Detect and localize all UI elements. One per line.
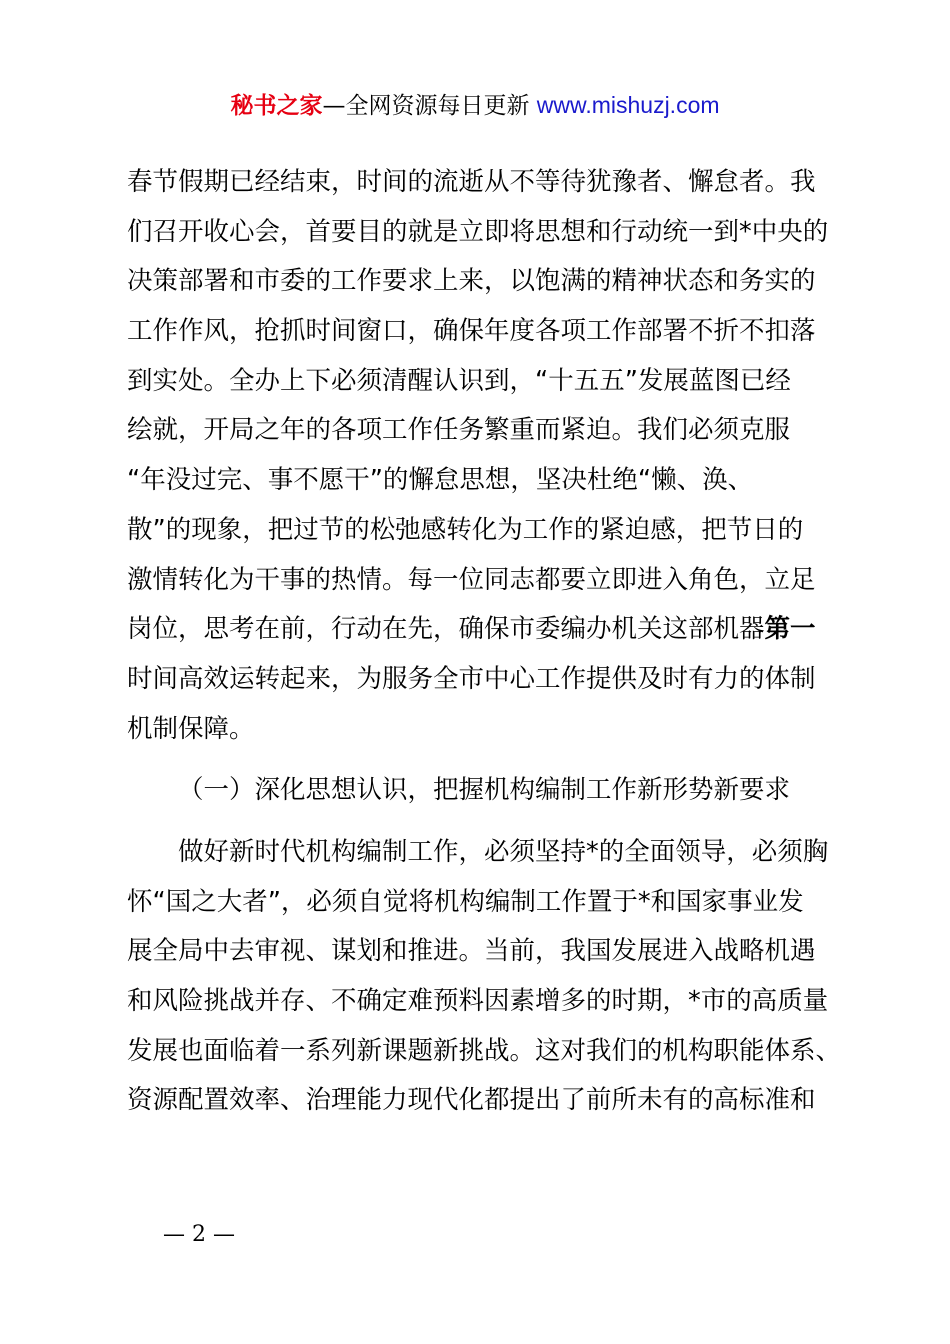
header-slogan: —全网资源每日更新: [322, 93, 537, 119]
page-header: [0, 88, 950, 123]
paragraph-line: 绘就，开局之年的各项工作任务繁重而紧迫。我们必须克服: [127, 415, 791, 446]
paragraph-line: 发展也面临着一系列新课题新挑战。这对我们的机构职能体系、: [127, 1035, 842, 1066]
paragraph-line: 资源配置效率、治理能力现代化都提出了前所未有的高标准和: [127, 1085, 816, 1116]
website-link[interactable]: www.mishuzj.com: [536, 92, 720, 118]
paragraph-line: 怀“国之大者”，必须自觉将机构编制工作置于*和国家事业发: [127, 886, 804, 917]
paragraph-line: 展全局中去审视、谋划和推进。当前，我国发展进入战略机遇: [127, 936, 816, 967]
paragraph-line: 工作作风，抢抓时间窗口，确保年度各项工作部署不折不扣落: [127, 316, 816, 347]
paragraph-line: 和风险挑战并存、不确定难预料因素增多的时期，*市的高质量: [127, 986, 829, 1016]
paragraph-line: 做好新时代机构编制工作，必须坚持*的全面领导，必须胸: [127, 836, 829, 867]
paragraph-line: 到实处。全办上下必须清醒认识到，“十五五”发展蓝图已经: [127, 365, 791, 396]
paragraph-line: 激情转化为干事的热情。每一位同志都要立即进入角色，立足: [127, 564, 816, 595]
paragraph-line: 散”的现象，把过节的松弛感转化为工作的紧迫感，把节日的: [127, 514, 804, 545]
paragraph-line: 机制保障。: [127, 713, 255, 744]
paragraph-line-text: 岗位，思考在前，行动在先，确保市委编办机关这部机器: [127, 614, 765, 645]
paragraph-line: 决策部署和市委的工作要求上来，以饱满的精神状态和务实的: [127, 266, 816, 297]
bold-text: 第一: [764, 614, 816, 645]
page-number: — 2 —: [163, 1222, 235, 1247]
paragraph-line: 时间高效运转起来，为服务全市中心工作提供及时有力的体制: [127, 663, 816, 694]
paragraph-line: [127, 605, 833, 655]
paragraph-line: 春节假期已经结束，时间的流逝从不等待犹豫者、懈怠者。我: [127, 167, 816, 197]
section-heading: （一）深化思想认识，把握机构编制工作新形势新要求: [178, 775, 791, 806]
paragraph-line: “年没过完、事不愿干”的懈怠思想，坚决杜绝“懒、涣、: [127, 465, 754, 496]
brand-name: 秘书之家: [230, 93, 323, 119]
document-body: [127, 158, 842, 1126]
paragraph-line: 们召开收心会，首要目的就是立即将思想和行动统一到*中央的: [127, 216, 829, 247]
